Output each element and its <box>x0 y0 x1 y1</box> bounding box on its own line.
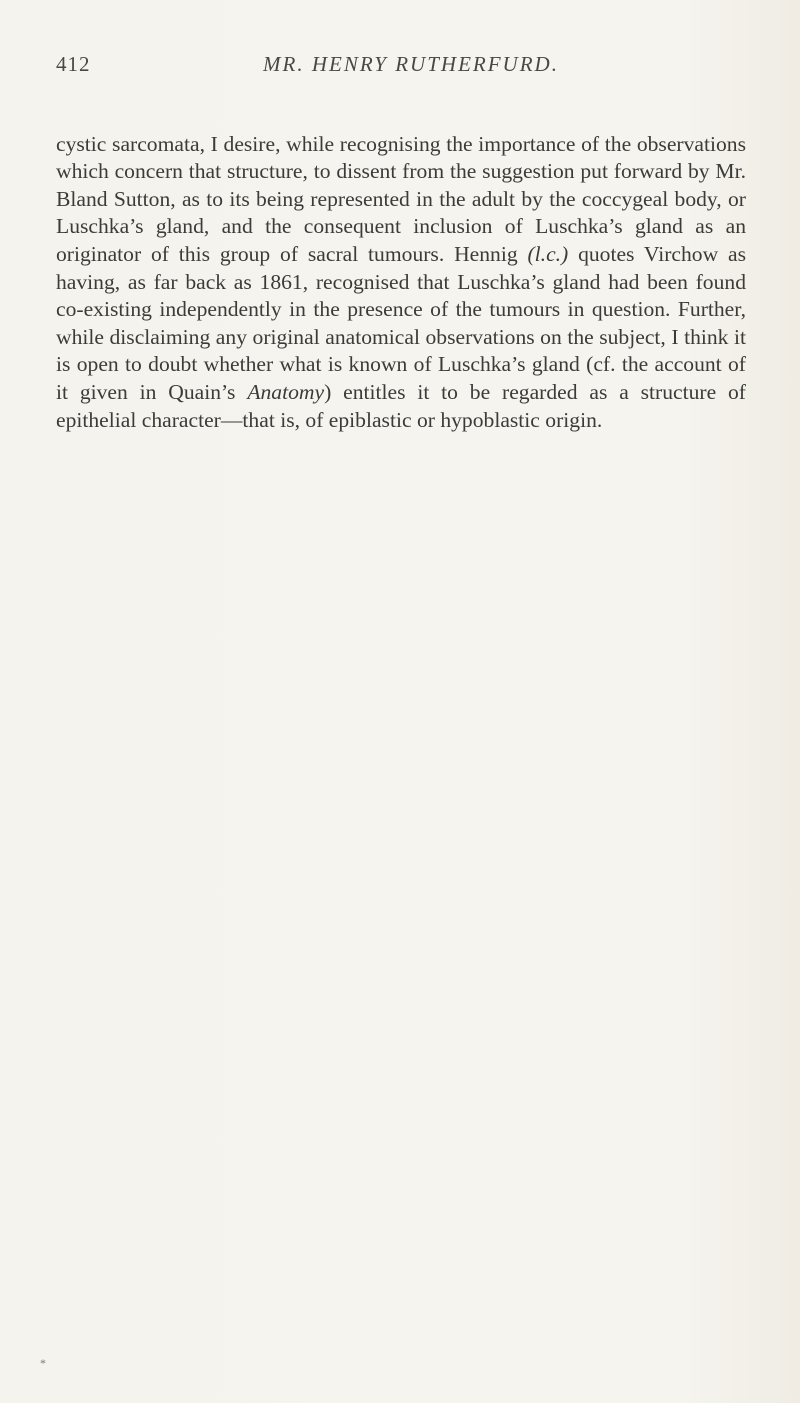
body-paragraph <box>56 131 746 435</box>
page-header <box>56 52 746 82</box>
paragraph-text-3: ) entitles it to be regarded as a structure of epithelial character—that is, of epiblastic or hypoblastic origin. <box>56 379 746 432</box>
paragraph-text-1: cystic sarcomata, I desire, while recognising the importance of the observations which concern that structure, to dissent from the suggestion put forward by Mr. Bland Sutton, as to its being represented in the adult by the coccygeal body, or Luschka’s gland, and the consequent inclusion of Luschka’s gland as an originator of this group of sacral tumours. Hennig <box>56 131 746 266</box>
printer-mark: * <box>40 1356 46 1370</box>
paragraph-text-2: quotes Virchow as having, as far back as 1861, recognised that Luschka’s gland had been found co-existing independently in the presence of the tumours in question. Further, while disclaiming any original anatomical observations on the subject, I think it is open to doubt whether what is known of Luschka’s gland (cf. the account of it given in Quain’s <box>56 241 746 404</box>
page-number: 412 <box>56 52 91 76</box>
running-head: MR. HENRY RUTHERFURD. <box>263 52 559 76</box>
citation-lc: (l.c.) <box>527 241 569 266</box>
book-title-anatomy: Anatomy <box>247 379 325 404</box>
